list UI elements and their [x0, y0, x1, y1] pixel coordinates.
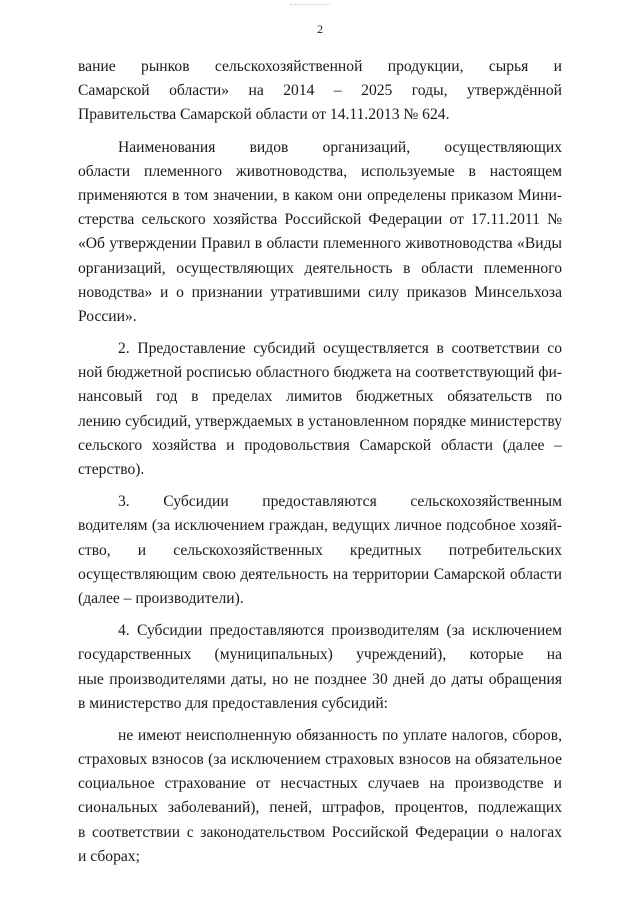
text-line: страховых взносов (за исключением страховых взносов на обязательное	[78, 751, 562, 769]
scan-artifact-mark	[290, 4, 330, 7]
text-line: осуществляющим свою деятельность на территории Самарской области	[78, 565, 562, 583]
document-body	[78, 55, 562, 869]
text-line: в министерство для предоставления субсидий:	[78, 694, 389, 712]
paragraph-3	[78, 490, 562, 611]
paragraph-4	[78, 619, 562, 716]
paragraph-5	[78, 724, 562, 869]
text-line: Наименования видов организаций, осуществляющих	[118, 138, 562, 156]
text-line: ной бюджетной росписью областного бюджета на соответствующий фи-	[78, 364, 562, 382]
text-line: вание рынков сельскохозяйственной продукции, сырья и	[78, 58, 562, 75]
paragraph-0	[78, 55, 562, 128]
text-line: 3. Субсидии предоставляются сельскохозяйственным	[118, 493, 562, 511]
text-line: водителям (за исключением граждан, ведущих личное подсобное хозяй-	[78, 517, 562, 535]
text-line: «Об утверждении Правил в области племенного животноводства «Виды	[78, 235, 562, 253]
text-line: государственных (муниципальных) учреждений), которые на	[78, 646, 562, 664]
text-line: социальное страхование от несчастных случаев на производстве и	[78, 775, 562, 793]
text-line: лению субсидий, утверждаемых в установленном порядке министерству	[78, 412, 562, 430]
text-line: стерства сельского хозяйства Российской Федерации от 17.11.2011 №	[78, 211, 562, 229]
text-line: ство, и сельскохозяйственных кредитных потребительских	[78, 541, 562, 559]
text-line: не имеют неисполненную обязанность по уплате налогов, сборов,	[118, 726, 562, 744]
page-number: 2	[317, 22, 323, 36]
text-line: применяются в том значении, в каком они определены приказом Мини-	[78, 186, 562, 204]
paragraph-1	[78, 136, 562, 330]
text-line: ные производителями даты, но не позднее 30 дней до даты обращения	[78, 670, 562, 688]
text-line: стерство).	[78, 461, 145, 478]
text-line: и сборах;	[78, 847, 140, 865]
text-line: сиональных заболеваний), пеней, штрафов, процентов, подлежащих	[78, 799, 562, 817]
text-line: (далее – производители).	[78, 589, 244, 607]
text-line: сельского хозяйства и продовольствия Самарской области (далее –	[78, 436, 562, 454]
paragraph-2	[78, 337, 562, 482]
text-line: организаций, осуществляющих деятельность в области племенного	[78, 259, 562, 277]
text-line: области племенного животноводства, используемые в настоящем	[78, 162, 562, 180]
text-line: 4. Субсидии предоставляются производителям (за исключением	[118, 622, 562, 640]
text-line: новодства» и о признании утратившими силу приказов Минсельхоза	[78, 283, 562, 301]
text-line: в соответствии с законодательством Российской Федерации о налогах	[78, 823, 562, 841]
text-line: Самарской области» на 2014 – 2025 годы, утверждённой	[78, 82, 562, 100]
text-line: Правительства Самарской области от 14.11.2013 № 624.	[78, 106, 450, 124]
text-line: нансовый год в пределах лимитов бюджетных обязательств по	[78, 388, 562, 406]
text-line: 2. Предоставление субсидий осуществляется в соответствии со	[118, 340, 562, 358]
text-line: России».	[78, 307, 137, 325]
